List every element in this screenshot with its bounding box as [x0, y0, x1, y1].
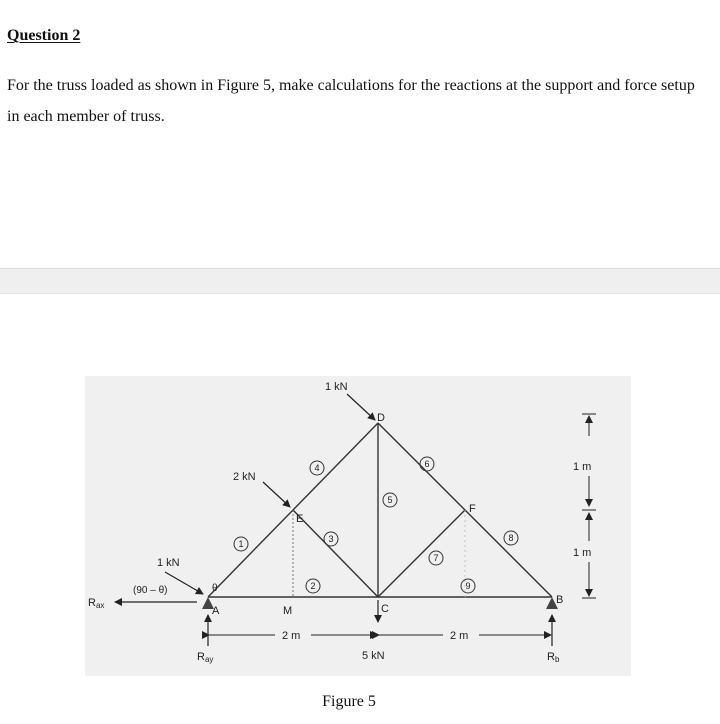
member-EC: [293, 510, 378, 597]
truss-figure: [85, 376, 631, 676]
node-label-C: C: [381, 603, 389, 615]
load-label-5kN: 5 kN: [362, 650, 385, 662]
member-CF: [378, 510, 465, 597]
load-arrow-top: [347, 394, 375, 420]
member-label-6: 6: [424, 459, 430, 469]
load-arrow-2kN: [263, 482, 290, 507]
member-label-1: 1: [238, 539, 244, 549]
dim-label-upper: 1 m: [573, 461, 592, 473]
node-label-A: A: [212, 605, 220, 617]
member-label-2: 2: [310, 581, 316, 591]
member-label-5: 5: [387, 495, 393, 505]
node-label-F: F: [469, 503, 476, 515]
question-text: For the truss loaded as shown in Figure 5, make calculations for the reactions at the support and force setup in each member of truss.: [7, 77, 695, 125]
rax-label: Rax: [88, 597, 105, 610]
divider-band: [0, 268, 720, 294]
angle-label: (90 – θ): [133, 585, 168, 596]
member-label-8: 8: [508, 533, 514, 543]
member-label-3: 3: [328, 534, 334, 544]
load-label-left: 1 kN: [157, 557, 180, 569]
figure-caption: Figure 5: [322, 693, 376, 710]
member-label-9: 9: [465, 581, 471, 591]
dim-label-right: 2 m: [450, 630, 469, 642]
load-label-top: 1 kN: [325, 381, 348, 393]
dim-label-lower: 1 m: [573, 547, 592, 559]
question-heading: Question 2: [7, 27, 81, 44]
ray-label: Ray: [197, 651, 214, 664]
member-label-7: 7: [433, 553, 439, 563]
node-label-E: E: [296, 513, 304, 525]
truss-diagram: [85, 376, 631, 676]
node-label-M: M: [283, 605, 293, 617]
load-arrow-left: [165, 572, 203, 594]
node-label-D: D: [377, 412, 385, 424]
member-label-4: 4: [314, 463, 320, 473]
load-label-2kN: 2 kN: [233, 471, 256, 483]
node-label-B: B: [556, 594, 564, 606]
theta-label: θ: [212, 583, 218, 594]
dim-label-left: 2 m: [282, 630, 301, 642]
rb-label: Rb: [547, 651, 560, 664]
